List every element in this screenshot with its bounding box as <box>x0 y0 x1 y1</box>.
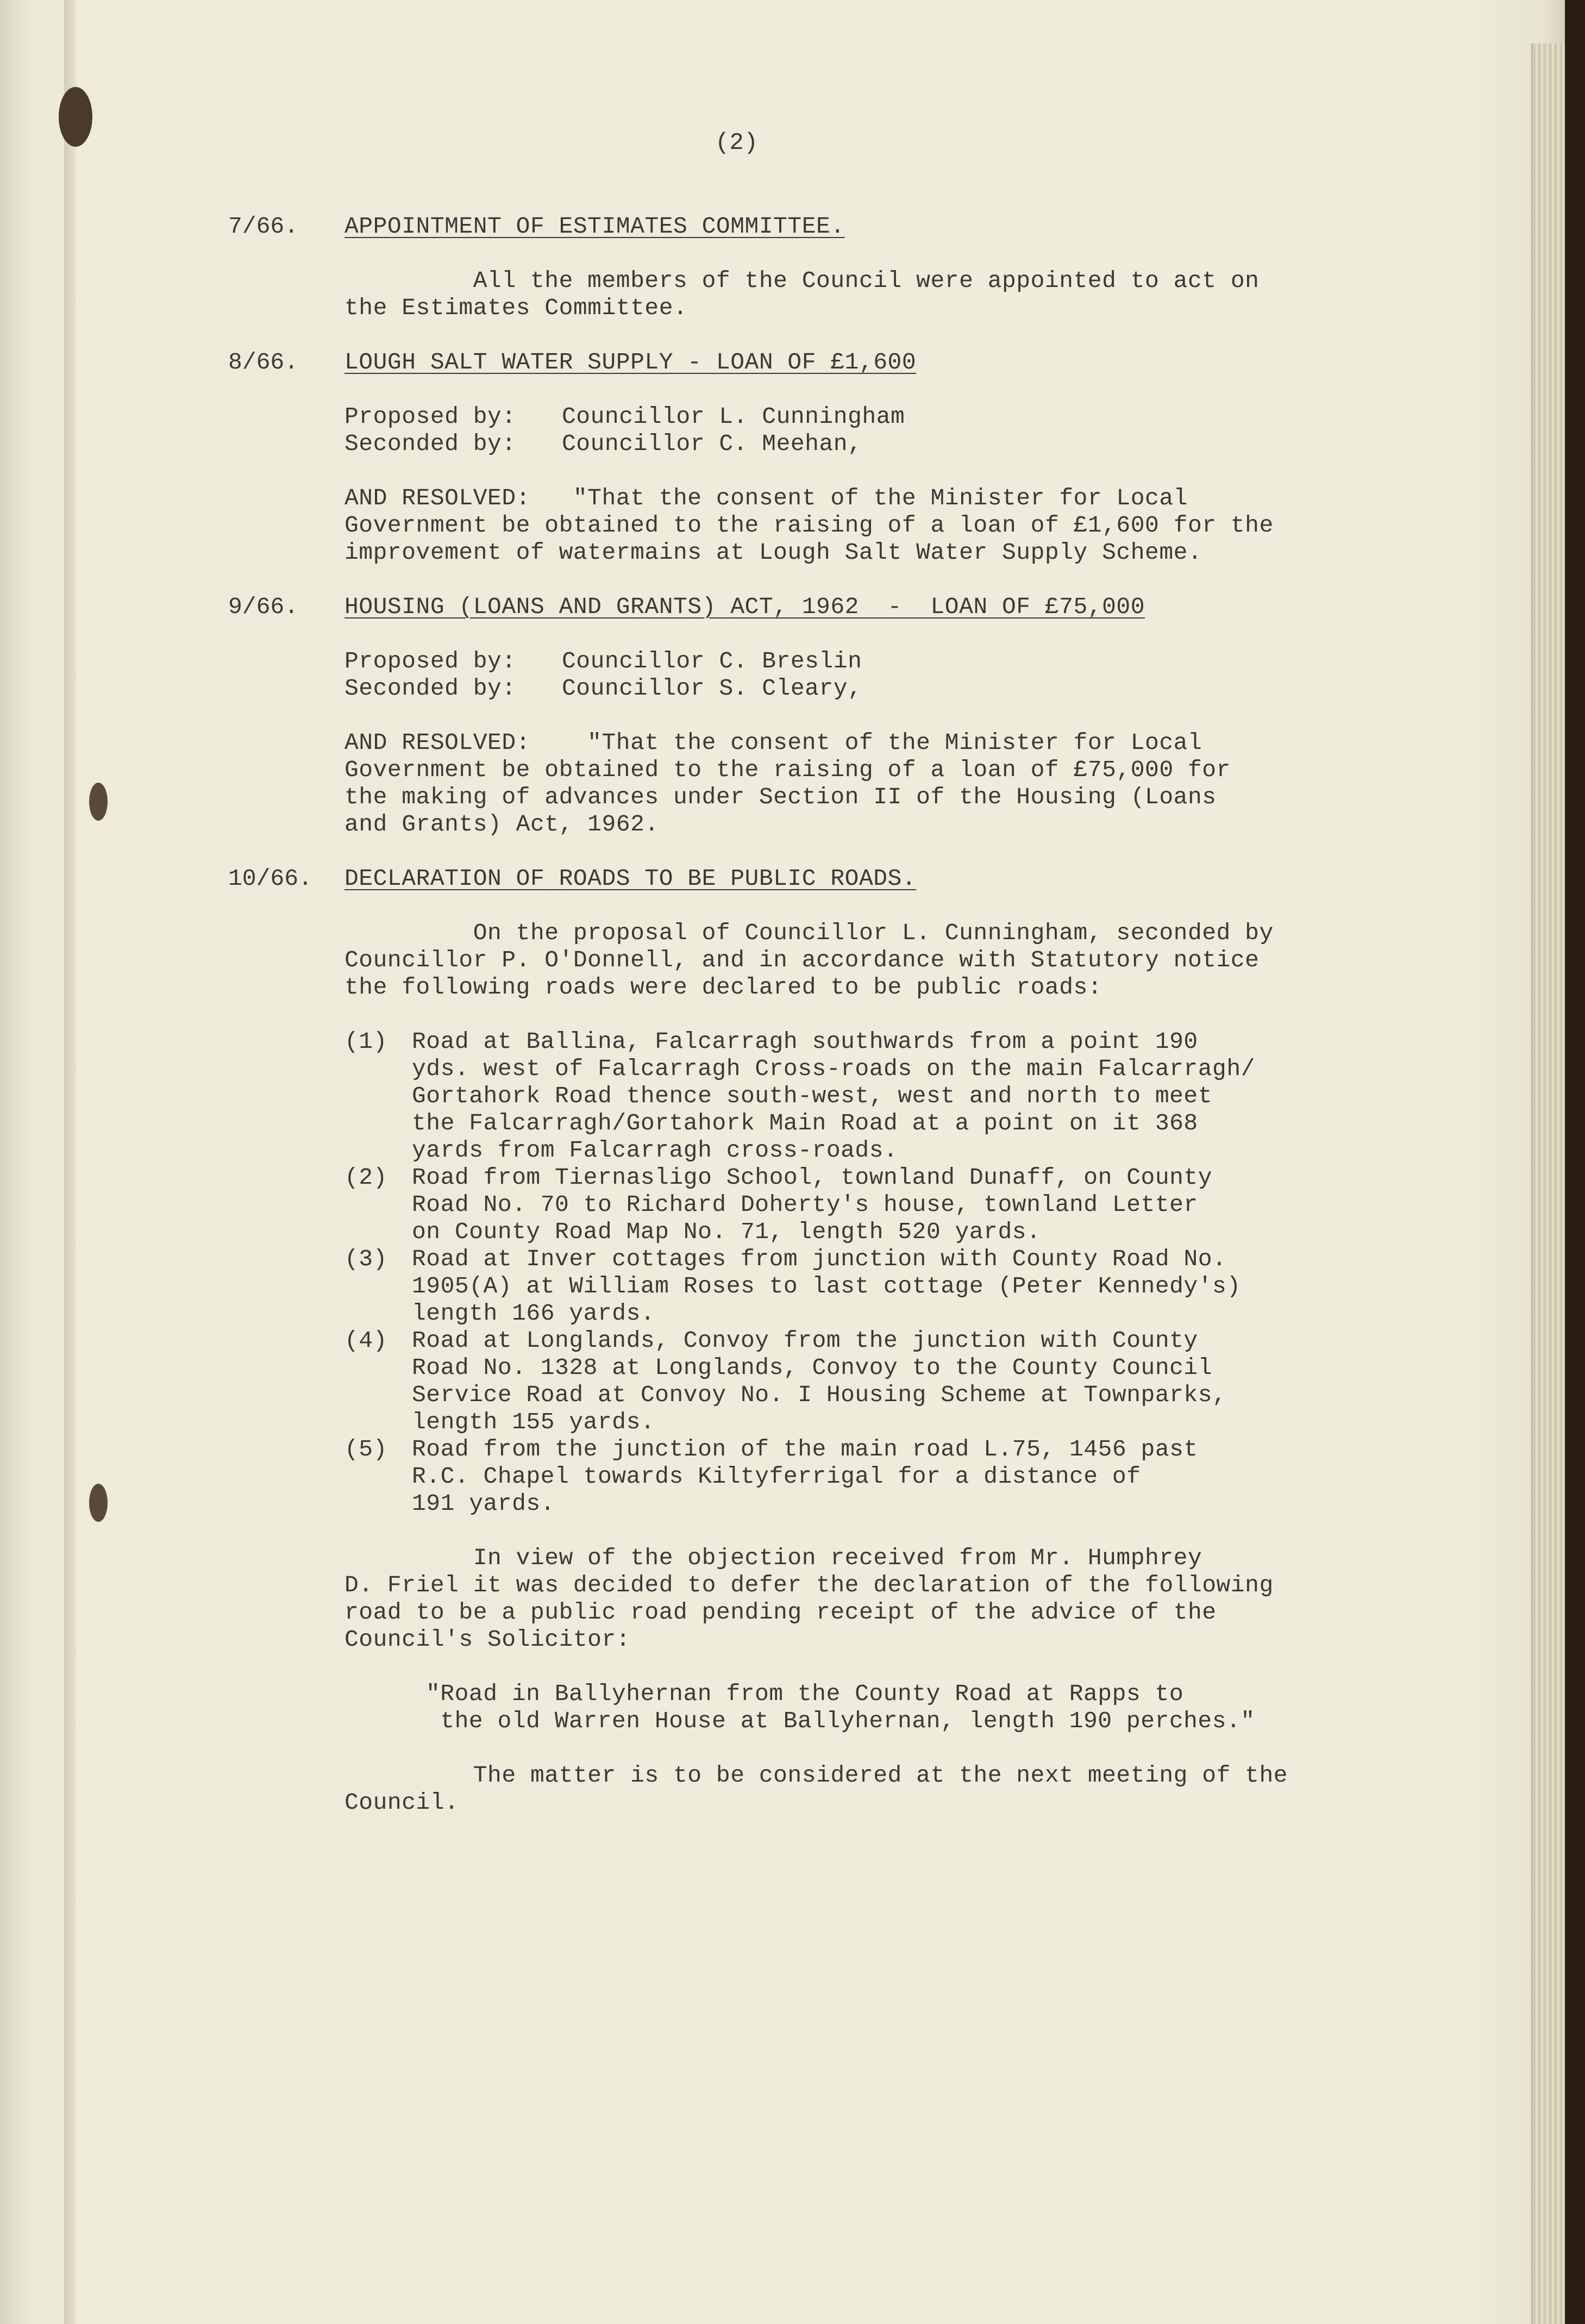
resolution-line: Government be obtained to the raising of a loan of £75,000 for <box>344 757 1231 783</box>
road-line: 1905(A) at William Roses to last cottage (Peter Kennedy's) <box>412 1273 1241 1300</box>
road-line: yards from Falcarragh cross-roads. <box>412 1137 898 1164</box>
resolution-line: AND RESOLVED: "That the consent of the Minister for Local <box>344 729 1202 756</box>
proposed-by: Councillor C. Breslin <box>562 648 862 674</box>
road-line: R.C. Chapel towards Kiltyferrigal for a distance of <box>412 1463 1141 1490</box>
road-label: (1) <box>344 1028 387 1055</box>
quoted-road: "Road in Ballyhernan from the County Road at Rapps to <box>426 1680 1184 1707</box>
road-line: Road at Ballina, Falcarragh southwards from a point 190 <box>412 1028 1198 1055</box>
road-line: Road at Longlands, Convoy from the junction with County <box>412 1327 1198 1354</box>
resolution-line: and Grants) Act, 1962. <box>344 811 659 838</box>
body-line: Council's Solicitor: <box>344 1626 631 1653</box>
road-line: Service Road at Convoy No. I Housing Scheme at Townparks, <box>412 1382 1227 1408</box>
stacked-page-edges <box>1531 43 1565 2324</box>
binding-spine <box>64 0 76 2324</box>
section-number: 8/66. <box>228 349 299 376</box>
section-heading: APPOINTMENT OF ESTIMATES COMMITTEE. <box>344 213 845 240</box>
road-line: length 155 yards. <box>412 1409 655 1435</box>
body-line: Council. <box>344 1789 459 1816</box>
road-label: (3) <box>344 1246 387 1272</box>
body-line: On the proposal of Councillor L. Cunningham, seconded by <box>344 920 1274 946</box>
body-line: Councillor P. O'Donnell, and in accordance with Statutory notice <box>344 947 1260 973</box>
section-number: 9/66. <box>228 594 299 620</box>
road-line: Road from the junction of the main road L.75, 1456 past <box>412 1436 1198 1463</box>
proposed-label: Proposed by: <box>344 403 516 430</box>
body-line: the following roads were declared to be public roads: <box>344 974 1102 1001</box>
quoted-road: the old Warren House at Ballyhernan, length 190 perches." <box>426 1708 1255 1734</box>
section-heading: LOUGH SALT WATER SUPPLY - LOAN OF £1,600 <box>344 349 917 376</box>
road-line: Road from Tiernasligo School, townland Dunaff, on County <box>412 1164 1213 1191</box>
body-line: the Estimates Committee. <box>344 295 688 321</box>
road-label: (5) <box>344 1436 387 1463</box>
binding-hole <box>89 783 108 821</box>
resolution-line: improvement of watermains at Lough Salt Water Supply Scheme. <box>344 539 1202 566</box>
road-line: Road at Inver cottages from junction with County Road No. <box>412 1246 1227 1272</box>
road-line: Road No. 1328 at Longlands, Convoy to the County Council <box>412 1354 1213 1381</box>
seconded-by: Councillor S. Cleary, <box>562 675 862 702</box>
binding-hole <box>89 1484 108 1522</box>
body-line: All the members of the Council were appointed to act on <box>344 267 1260 294</box>
road-line: on County Road Map No. 71, length 520 yards. <box>412 1219 1041 1245</box>
road-label: (4) <box>344 1327 387 1354</box>
resolution-line: AND RESOLVED: "That the consent of the Minister for Local <box>344 485 1188 511</box>
section-heading: DECLARATION OF ROADS TO BE PUBLIC ROADS. <box>344 865 917 892</box>
proposed-by: Councillor L. Cunningham <box>562 403 905 430</box>
resolution-line: the making of advances under Section II of the Housing (Loans <box>344 784 1217 810</box>
seconded-label: Seconded by: <box>344 675 516 702</box>
section-number: 7/66. <box>228 213 299 240</box>
seconded-label: Seconded by: <box>344 430 516 457</box>
page-number: (2) <box>715 129 759 157</box>
road-line: 191 yards. <box>412 1490 555 1517</box>
body-line: road to be a public road pending receipt of the advice of the <box>344 1599 1217 1626</box>
seconded-by: Councillor C. Meehan, <box>562 430 862 457</box>
binding-hole <box>59 87 92 147</box>
body-line: The matter is to be considered at the next meeting of the <box>344 1762 1288 1789</box>
road-line: Road No. 70 to Richard Doherty's house, townland Letter <box>412 1191 1198 1218</box>
road-line: length 166 yards. <box>412 1300 655 1327</box>
road-line: the Falcarragh/Gortahork Main Road at a point on it 368 <box>412 1110 1198 1136</box>
section-heading: HOUSING (LOANS AND GRANTS) ACT, 1962 - LOAN OF £75,000 <box>344 594 1145 620</box>
road-line: yds. west of Falcarragh Cross-roads on the main Falcarragh/ <box>412 1055 1255 1082</box>
resolution-line: Government be obtained to the raising of a loan of £1,600 for the <box>344 512 1274 539</box>
body-line: In view of the objection received from Mr. Humphrey <box>344 1545 1202 1571</box>
road-line: Gortahork Road thence south-west, west and north to meet <box>412 1083 1213 1109</box>
road-label: (2) <box>344 1164 387 1191</box>
section-number: 10/66. <box>228 865 312 892</box>
proposed-label: Proposed by: <box>344 648 516 674</box>
body-line: D. Friel it was decided to defer the declaration of the following <box>344 1572 1274 1598</box>
